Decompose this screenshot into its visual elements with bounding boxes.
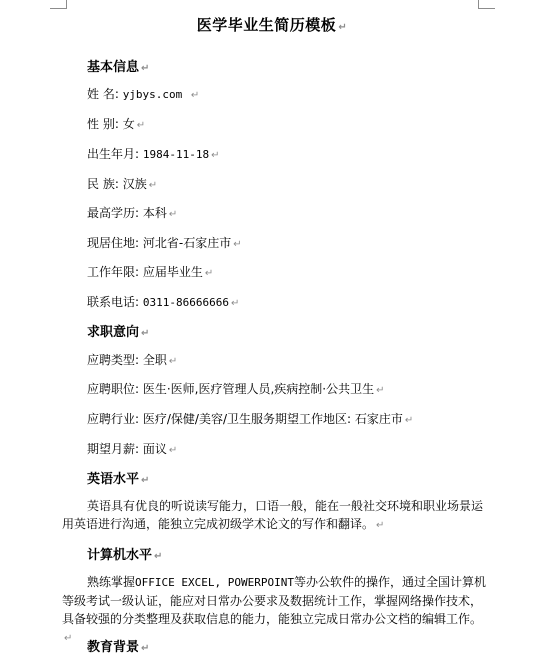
field-label: 应聘类型: xyxy=(87,353,143,367)
paragraph-text: 等办公软件的操作，通过全国计算机等级考试一级认证，能应对日常办公要求及数据统计工作，掌握网络操作技术，具备较强的分类整理及获取信息的能力，能独立完成日常办公文档的编辑工作。 xyxy=(62,575,486,626)
field-job-position xyxy=(87,380,385,397)
field-experience xyxy=(87,263,213,280)
field-label: 出生年月: xyxy=(87,147,143,161)
section-heading-english xyxy=(87,468,149,487)
paragraph-mark: ↵ xyxy=(141,63,150,74)
section-heading-text: 计算机水平 xyxy=(87,548,153,563)
field-value: 全职 xyxy=(142,353,167,367)
section-heading-education xyxy=(87,636,149,655)
field-value: 面议 xyxy=(142,442,167,456)
paragraph-mark: ↵ xyxy=(376,385,385,396)
paragraph-mark: ↵ xyxy=(376,520,385,531)
field-job-industry xyxy=(87,410,413,427)
field-label: 应聘行业: xyxy=(87,412,143,426)
paragraph-mark: ↵ xyxy=(204,268,214,279)
section-heading-text: 求职意向 xyxy=(87,325,140,340)
paragraph-mark: ↵ xyxy=(168,209,178,220)
field-value: 1984-11-18 xyxy=(142,148,210,161)
field-value: 河北省-石家庄市 xyxy=(142,236,232,250)
field-value: 汉族 xyxy=(122,177,147,191)
paragraph-mark: ↵ xyxy=(190,90,200,101)
field-birth xyxy=(87,145,219,162)
paragraph-mark: ↵ xyxy=(141,475,150,486)
paragraph-mark: ↵ xyxy=(338,22,348,33)
field-value: yjbys.com xyxy=(122,88,189,101)
field-value: 应届毕业生 xyxy=(142,265,203,279)
paragraph-mark: ↵ xyxy=(136,120,146,131)
paragraph-mark: ↵ xyxy=(211,150,220,161)
margin-corner-top-right xyxy=(478,0,495,9)
paragraph-mark: ↵ xyxy=(141,328,150,339)
field-phone xyxy=(87,293,239,310)
field-label: 民 族: xyxy=(87,177,123,191)
field-name xyxy=(87,85,199,102)
field-label: 期望月薪: xyxy=(87,442,143,456)
field-label: 现居住地: xyxy=(87,236,143,250)
field-ethnicity xyxy=(87,175,157,192)
field-value: 本科 xyxy=(142,206,167,220)
field-label: 工作年限: xyxy=(87,265,143,279)
paragraph-english xyxy=(62,497,492,535)
field-label: 应聘职位: xyxy=(87,382,143,396)
section-heading-basic-info xyxy=(87,56,149,75)
field-job-type xyxy=(87,351,177,368)
section-heading-computer xyxy=(87,544,162,563)
paragraph-mark: ↵ xyxy=(233,239,242,250)
paragraph-text-mono: OFFICE EXCEL, POWERPOINT xyxy=(135,576,294,589)
section-heading-job-intent xyxy=(87,321,149,340)
field-label: 联系电话: xyxy=(87,295,143,309)
section-heading-text: 基本信息 xyxy=(87,60,140,75)
document-title-text: 医学毕业生简历模板 xyxy=(196,16,337,34)
field-gender xyxy=(87,115,145,132)
paragraph-mark: ↵ xyxy=(148,180,158,191)
field-value: 医疗/保健/美容/卫生服务期望工作地区: 石家庄市 xyxy=(142,412,403,426)
paragraph-text: 英语具有优良的听说读写能力，口语一般，能在一般社交环境和职业场景运用英语进行沟通，能独立完成初级学术论文的写作和翻译。 xyxy=(62,499,484,531)
field-value: 医生·医师,医疗管理人员,疾病控制·公共卫生 xyxy=(142,382,375,396)
field-label: 最高学历: xyxy=(87,206,143,220)
margin-corner-top-left xyxy=(50,0,67,9)
paragraph-mark: ↵ xyxy=(64,633,73,644)
paragraph-mark: ↵ xyxy=(168,445,178,456)
paragraph-mark: ↵ xyxy=(141,643,150,654)
field-education xyxy=(87,204,177,221)
field-value: 女 xyxy=(122,117,135,131)
field-job-salary xyxy=(87,440,177,457)
section-heading-text: 英语水平 xyxy=(87,472,140,487)
paragraph-mark: ↵ xyxy=(404,415,414,426)
section-heading-text: 教育背景 xyxy=(87,640,140,655)
paragraph-mark: ↵ xyxy=(154,551,163,562)
paragraph-mark: ↵ xyxy=(230,298,240,309)
paragraph-mark: ↵ xyxy=(168,356,178,367)
field-residence xyxy=(87,234,242,251)
document-title xyxy=(0,14,544,35)
field-label: 姓 名: xyxy=(87,87,123,101)
field-label: 性 别: xyxy=(87,117,123,131)
paragraph-text: 熟练掌握 xyxy=(87,575,136,589)
field-value: 0311-86666666 xyxy=(142,296,229,309)
